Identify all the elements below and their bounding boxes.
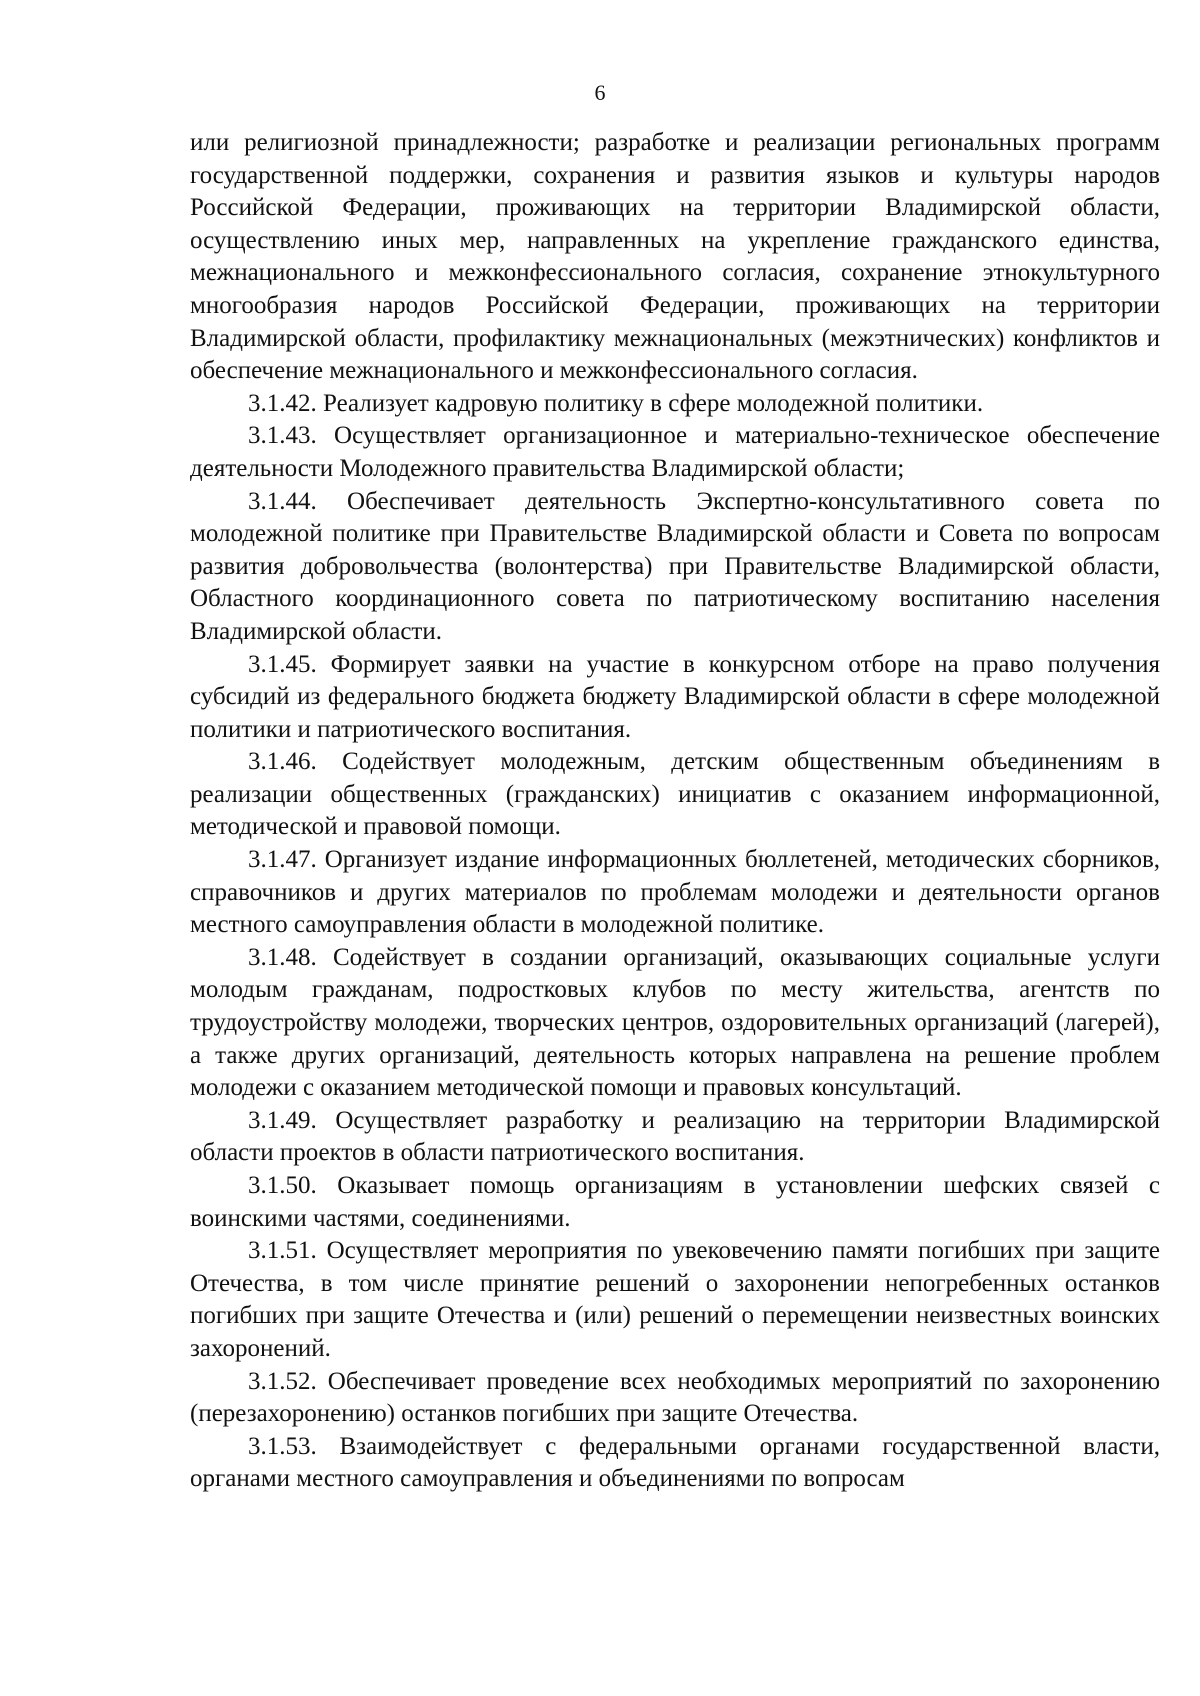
paragraph-3-1-46: 3.1.46. Содействует молодежным, детским общественным объединениям в реализации общественных (гражданских) инициатив с оказанием информационной, методической и правовой помощи. — [190, 748, 1160, 841]
paragraph-3-1-50: 3.1.50. Оказывает помощь организациям в установлении шефских связей с воинскими частями, соединениями. — [190, 1172, 1160, 1232]
paragraph-3-1-49: 3.1.49. Осуществляет разработку и реализацию на территории Владимирской области проектов в области патриотического воспитания. — [190, 1106, 1160, 1167]
paragraph-3-1-44: 3.1.44. Обеспечивает деятельность Экспертно-консультативного совета по молодежной политике при Правительстве Владимирской области и Совета по вопросам развития добровольчества (волонтерства) при Правительстве Владимирской области, Областного координационного совета по патриотическому воспитанию населения Владимирской области. — [190, 487, 1160, 645]
paragraph-3-1-48: 3.1.48. Содействует в создании организаций, оказывающих социальные услуги молодым гражданам, подростковых клубов по месту жительства, агентств по трудоустройству молодежи, творческих центров, оздоровительных организаций (лагерей), а также других организаций, деятельность которых направлена на решение проблем молодежи с оказанием методической помощи и правовых консультаций. — [190, 943, 1160, 1102]
paragraph-3-1-43: 3.1.43. Осуществляет организационное и материально-техническое обеспечение деятельности Молодежного правительства Владимирской области; — [190, 422, 1160, 482]
paragraph-3-1-53: 3.1.53. Взаимодействует с федеральными органами государственной власти, органами местного самоуправления и объединениями по вопросам — [190, 1432, 1160, 1493]
paragraph-3-1-52: 3.1.52. Обеспечивает проведение всех необходимых мероприятий по захоронению (перезахоронению) останков погибших при защите Отечества. — [190, 1367, 1160, 1428]
paragraph-continuation: или религиозной принадлежности; разработке и реализации региональных программ государственной поддержки, сохранения и развития языков и культуры народов Российской Федерации, проживающих на территории Владимирской области, осуществлению иных мер, направленных на укрепление гражданского единства, межнационального и межконфессионального согласия, сохранение этнокультурного многообразия народов Российской Федерации, проживающих на территории Владимирской области, профилактику межнациональных (межэтнических) конфликтов и обеспечение межнационального и межконфессионального согласия. — [190, 129, 1160, 385]
page-number: 6 — [594, 80, 606, 105]
document-body — [190, 127, 1160, 1496]
paragraph-3-1-51: 3.1.51. Осуществляет мероприятия по увековечению памяти погибших при защите Отечества, в том числе принятие решений о захоронении непогребенных останков погибших при защите Отечества и (или) решений о перемещении неизвестных воинских захоронений. — [190, 1237, 1160, 1362]
paragraph-3-1-42: 3.1.42. Реализует кадровую политику в сфере молодежной политики. — [248, 389, 984, 417]
paragraph-3-1-45: 3.1.45. Формирует заявки на участие в конкурсном отборе на право получения субсидий из федерального бюджета бюджету Владимирской области в сфере молодежной политики и патриотического воспитания. — [190, 650, 1160, 743]
paragraph-3-1-47: 3.1.47. Организует издание информационных бюллетеней, методических сборников, справочников и других материалов по проблемам молодежи и деятельности органов местного самоуправления области в молодежной политике. — [190, 846, 1160, 939]
